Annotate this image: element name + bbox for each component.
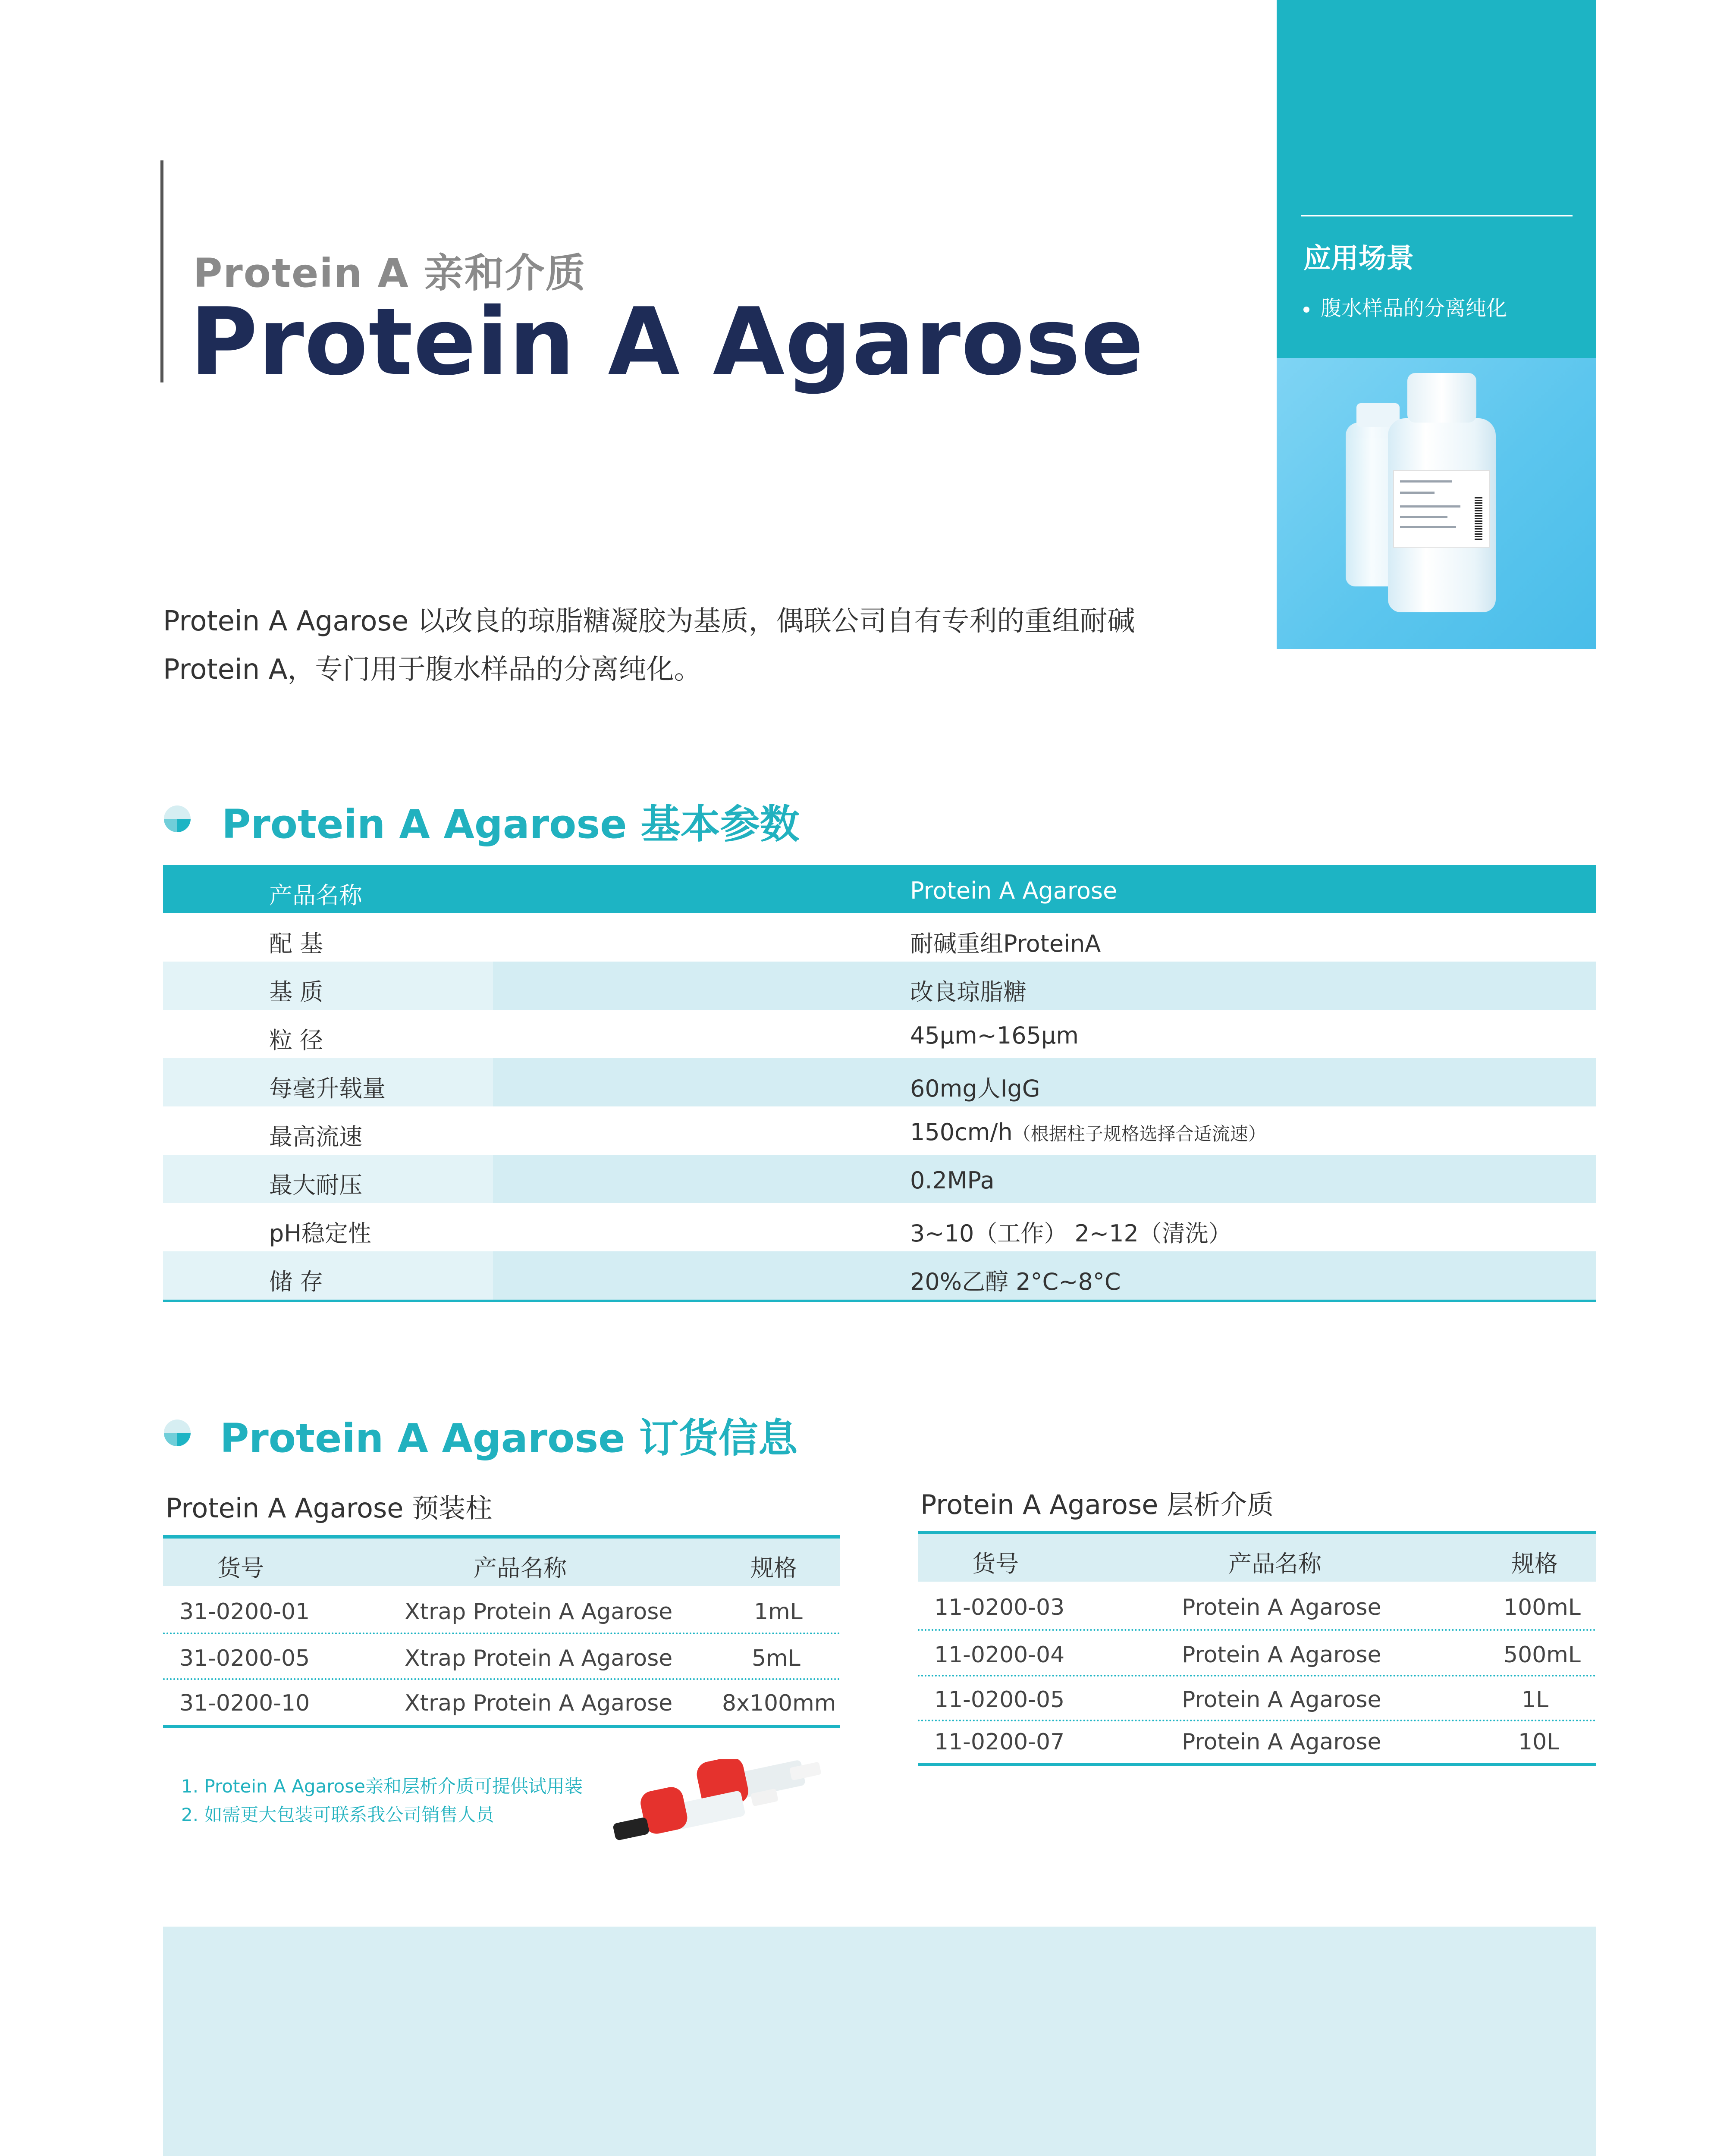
table-row xyxy=(163,1106,1596,1155)
params-section-title: Protein A Agarose 基本参数 xyxy=(222,801,800,847)
row-key: 每毫升载量 xyxy=(269,1075,386,1102)
row-value: 3~10（工作） 2~12（清洗） xyxy=(910,1220,1232,1247)
bullet-icon xyxy=(1303,307,1309,313)
table-row xyxy=(163,913,1596,962)
table-row xyxy=(918,1677,1596,1721)
column-header: 产品名称 xyxy=(474,1554,567,1582)
row-key: 储 存 xyxy=(269,1268,323,1295)
cell-product: Xtrap Protein A Agarose xyxy=(405,1599,673,1625)
sidebar-item xyxy=(1303,291,1507,321)
table-row xyxy=(163,1155,1596,1203)
prepacked-table xyxy=(163,1535,840,1728)
column-header: 货号 xyxy=(972,1550,1019,1577)
cell-product: Xtrap Protein A Agarose xyxy=(405,1690,673,1716)
table-bottom-rule xyxy=(918,1763,1596,1766)
bottle-label xyxy=(1393,470,1490,548)
table-row xyxy=(163,1203,1596,1251)
table-row xyxy=(163,1634,840,1680)
sidebar-divider xyxy=(1301,215,1573,216)
row-key: 最大耐压 xyxy=(269,1172,362,1199)
row-key: pH稳定性 xyxy=(269,1220,371,1247)
cell-spec: 100mL xyxy=(1504,1595,1581,1620)
row-value-main: 150cm/h xyxy=(910,1119,1013,1146)
cell-item-no: 31-0200-05 xyxy=(179,1645,310,1671)
table-bottom-rule xyxy=(163,1725,840,1728)
table-row xyxy=(918,1631,1596,1677)
page-subtitle: Protein A 亲和介质 xyxy=(193,250,586,296)
column-header: 规格 xyxy=(1511,1550,1558,1577)
cell-product: Protein A Agarose xyxy=(1182,1642,1381,1668)
table-row xyxy=(163,1251,1596,1300)
header-value: Protein A Agarose xyxy=(910,877,1118,904)
cell-spec: 1mL xyxy=(754,1599,803,1625)
column-header: 产品名称 xyxy=(1228,1550,1322,1577)
table-top-rule xyxy=(163,1535,840,1539)
cell-spec: 5mL xyxy=(752,1645,801,1671)
sidebar-item-label: 腹水样品的分离纯化 xyxy=(1321,296,1507,320)
bottle-front xyxy=(1388,418,1496,612)
cell-item-no: 31-0200-10 xyxy=(179,1690,310,1716)
barcode-icon xyxy=(1475,497,1482,540)
cell-item-no: 11-0200-03 xyxy=(934,1595,1065,1620)
table-row xyxy=(918,1721,1596,1763)
header-key: 产品名称 xyxy=(269,882,362,909)
table-row xyxy=(918,1582,1596,1631)
column-header: 货号 xyxy=(217,1554,264,1582)
cell-item-no: 11-0200-05 xyxy=(934,1687,1065,1713)
params-table xyxy=(163,865,1596,1302)
table-row xyxy=(163,1680,840,1725)
application-sidebar xyxy=(1277,0,1596,649)
prepacked-column-image xyxy=(608,1759,832,1858)
table-row xyxy=(163,1010,1596,1058)
product-bottle-photo xyxy=(1277,358,1596,649)
row-key: 配 基 xyxy=(269,930,323,957)
table-header-row xyxy=(163,1539,840,1586)
row-value xyxy=(910,1119,1266,1146)
media-table xyxy=(918,1531,1596,1766)
cell-spec: 10L xyxy=(1518,1729,1560,1755)
header-accent-bar xyxy=(160,160,163,382)
cell-product: Protein A Agarose xyxy=(1182,1595,1381,1620)
row-key: 基 质 xyxy=(269,978,323,1006)
table-row xyxy=(163,962,1596,1010)
note-line: 1. Protein A Agarose亲和层析介质可提供试用装 xyxy=(181,1776,583,1797)
ordering-notes xyxy=(181,1772,583,1829)
row-value: 耐碱重组ProteinA xyxy=(910,930,1101,957)
table-top-rule xyxy=(918,1531,1596,1534)
intro-paragraph xyxy=(163,597,1198,694)
table-row xyxy=(163,1586,840,1634)
bottom-panel xyxy=(163,1927,1596,2156)
intro-line: Protein A，专门用于腹水样品的分离纯化。 xyxy=(163,654,702,686)
table-header-row xyxy=(163,865,1596,913)
table-bottom-rule xyxy=(163,1300,1596,1302)
row-key: 最高流速 xyxy=(269,1123,362,1150)
cell-item-no: 11-0200-04 xyxy=(934,1642,1065,1668)
cell-product: Xtrap Protein A Agarose xyxy=(405,1645,673,1671)
intro-line: Protein A Agarose 以改良的琼脂糖凝胶为基质，偶联公司自有专利的重组耐碱 xyxy=(163,605,1135,637)
row-value: 20%乙醇 2°C~8°C xyxy=(910,1268,1121,1295)
prepacked-table-title: Protein A Agarose 预装柱 xyxy=(166,1492,493,1524)
cell-spec: 8x100mm xyxy=(722,1690,836,1716)
section-bullet-icon xyxy=(163,805,191,833)
row-value-note: （根据柱子规格选择合适流速） xyxy=(1012,1123,1266,1144)
row-key: 粒 径 xyxy=(269,1027,323,1054)
cell-item-no: 31-0200-01 xyxy=(179,1599,310,1625)
row-value: 改良琼脂糖 xyxy=(910,978,1027,1006)
ordering-section-title: Protein A Agarose 订货信息 xyxy=(220,1415,798,1461)
cell-item-no: 11-0200-07 xyxy=(934,1729,1065,1755)
row-value: 45μm~165μm xyxy=(910,1022,1079,1049)
note-line: 2. 如需更大包装可联系我公司销售人员 xyxy=(181,1804,494,1825)
cell-product: Protein A Agarose xyxy=(1182,1687,1381,1713)
cell-spec: 500mL xyxy=(1504,1642,1581,1668)
table-header-row xyxy=(918,1534,1596,1582)
table-row xyxy=(163,1058,1596,1106)
row-value: 0.2MPa xyxy=(910,1167,995,1194)
section-bullet-icon xyxy=(163,1419,191,1447)
row-value: 60mg人IgG xyxy=(910,1075,1040,1102)
sidebar-heading: 应用场景 xyxy=(1303,243,1414,275)
cell-spec: 1L xyxy=(1522,1687,1549,1713)
column-header: 规格 xyxy=(750,1554,797,1582)
page-title: Protein A Agarose xyxy=(190,288,1144,396)
cell-product: Protein A Agarose xyxy=(1182,1729,1381,1755)
media-table-title: Protein A Agarose 层析介质 xyxy=(920,1489,1274,1520)
